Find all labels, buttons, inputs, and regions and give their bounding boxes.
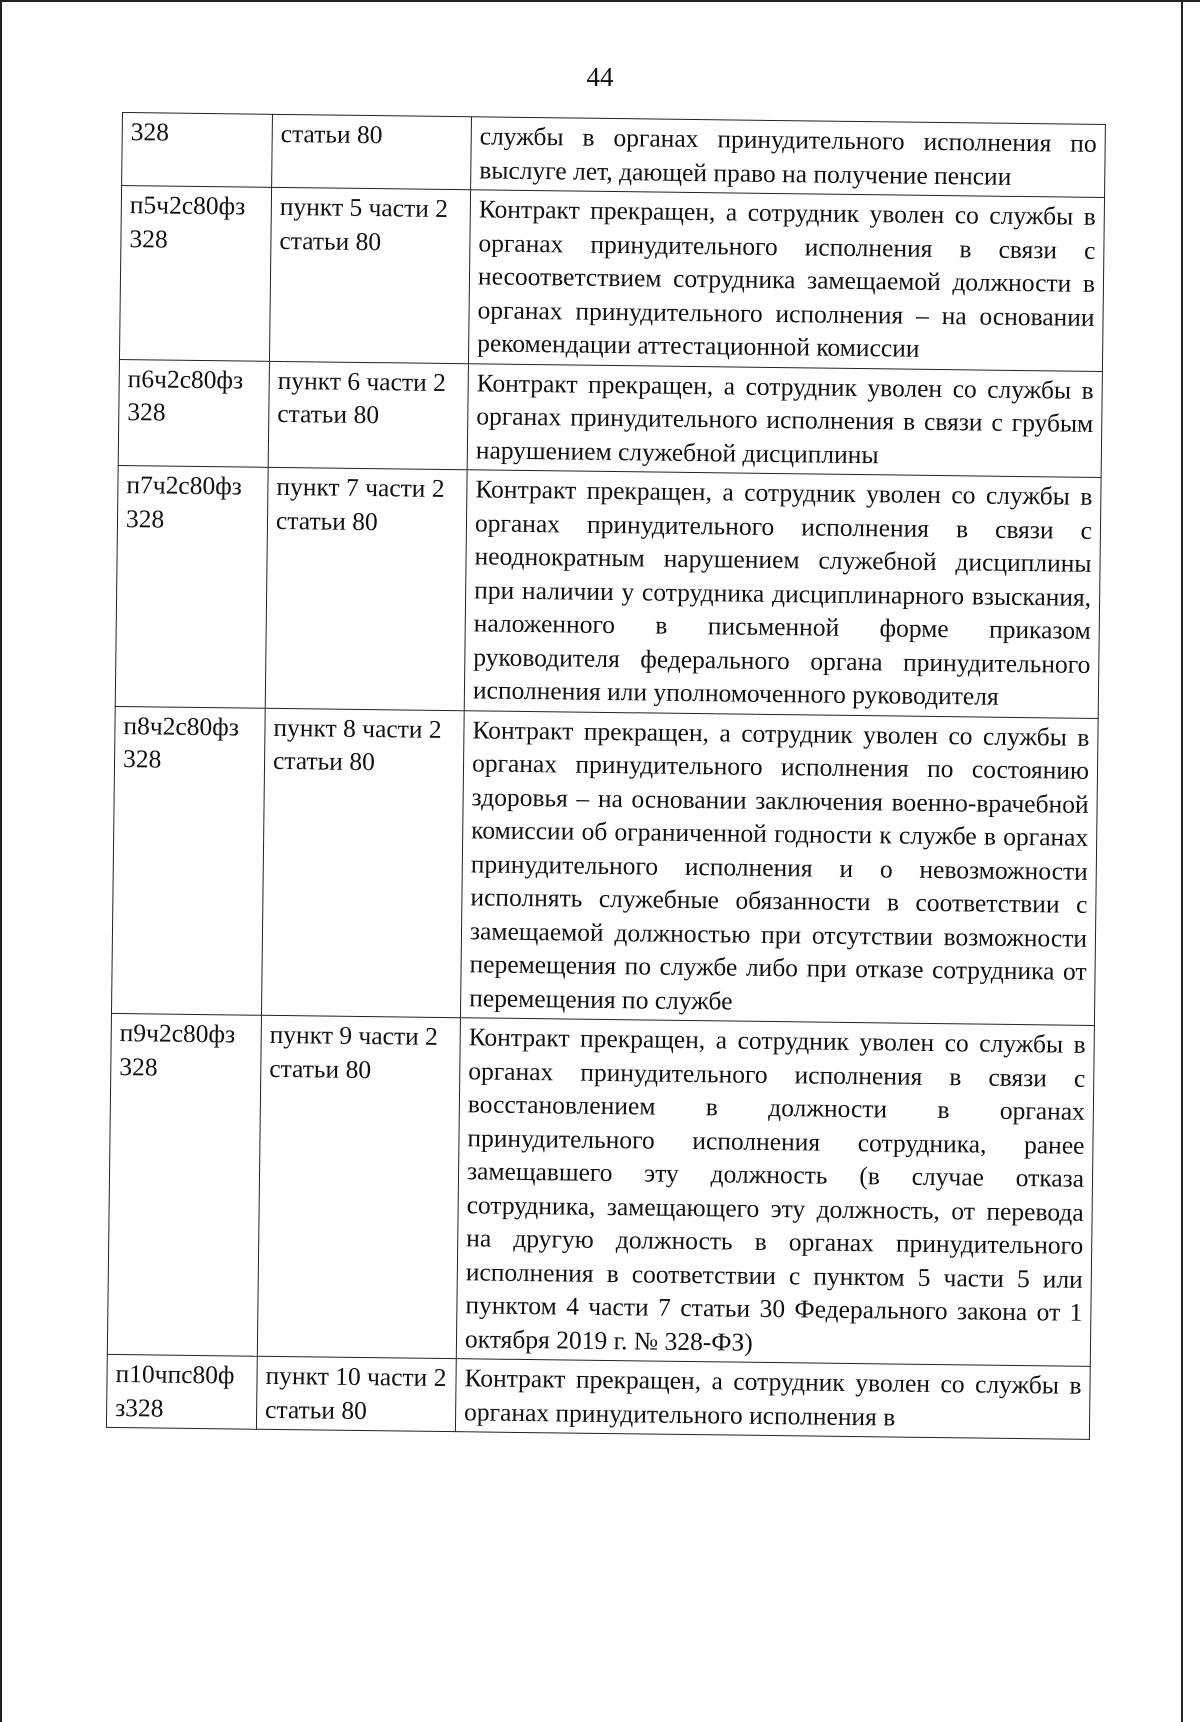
table-row [119,186,1104,371]
description-cell: Контракт прекращен, а сотрудник уволен со службы в органах принудительного исполнения в связи с несоответствием сотрудника замещаемой должности в органах принудительного исполнения – на основании рекомендации аттестационной комиссии [468,190,1104,371]
reference-cell: статьи 80 [272,114,472,189]
code-cell: п5ч2с80фз 328 [119,186,271,361]
description-cell: Контракт прекращен, а сотрудник уволен со службы в органах принудительного исполнения в связи с грубым нарушением служебной дисциплины [467,363,1102,477]
scan-edge-right [1181,0,1183,1722]
scan-edge-top [0,0,1200,2]
description-cell: Контракт прекращен, а сотрудник уволен со службы в органах принудительного исполнения в связи с неоднократным нарушением служебной дисциплины при наличии у сотрудника дисциплинарного взыскания, наложенного в письменной форме приказом руководителя федерального органа принудительного исполнения или уполномоченного руководителя [464,470,1101,718]
description-cell: Контракт прекращен, а сотрудник уволен со службы в органах принудительного исполнения в связи с восстановлением в должности в органах принудительного исполнения сотрудника, ранее замещавшего эту должность (в случае отказа сотрудника, замещающего эту должность, от перевода на другую должность в органах принудительного исполнения в соответствии с пунктом 5 части 5 или пунктом 4 части 7 статьи 30 Федерального закона от 1 октября 2019 г. № 328-ФЗ) [456,1018,1094,1367]
code-cell: п10чпс80ф з328 [106,1354,257,1429]
code-cell: п6ч2с80фз 328 [118,359,269,467]
reference-cell: пункт 5 части 2 статьи 80 [269,187,470,363]
description-cell: Контракт прекращен, а сотрудник уволен со службы в органах принудительного исполнения по состоянию здоровья – на основании заключения военно-врачебной комиссии об ограниченной годности к службе в органах принудительного исполнения и о невозможности исполнять служебные обязанности в соответствии с замещаемой должностью при отсутствии возможности перемещения по службе либо при отказе сотрудника от перемещения по службе [460,710,1098,1025]
reference-cell: пункт 6 части 2 статьи 80 [268,361,468,470]
code-cell: 328 [122,113,273,188]
reference-cell: пункт 9 части 2 статьи 80 [257,1015,460,1358]
table-row [115,465,1101,717]
table-row [118,359,1102,478]
table-row [107,1013,1094,1366]
table-row [106,1354,1090,1439]
table-row [111,706,1098,1025]
code-cell: п9ч2с80фз 328 [107,1013,261,1356]
table-row [122,113,1106,198]
reference-cell: пункт 7 части 2 статьи 80 [265,467,467,710]
page-number: 44 [586,62,614,92]
description-cell: службы в органах принудительного исполнения по выслуге лет, дающей право на получение пенсии [471,117,1106,198]
code-cell: п7ч2с80фз 328 [115,465,268,707]
scan-edge-left [0,0,2,1722]
code-cell: п8ч2с80фз 328 [111,706,265,1015]
dismissal-reasons-table [106,112,1106,1440]
reference-cell: пункт 8 части 2 статьи 80 [261,708,464,1018]
reference-cell: пункт 10 части 2 статьи 80 [256,1356,456,1431]
description-cell: Контракт прекращен, а сотрудник уволен со службы в органах принудительного исполнения в [455,1359,1090,1440]
